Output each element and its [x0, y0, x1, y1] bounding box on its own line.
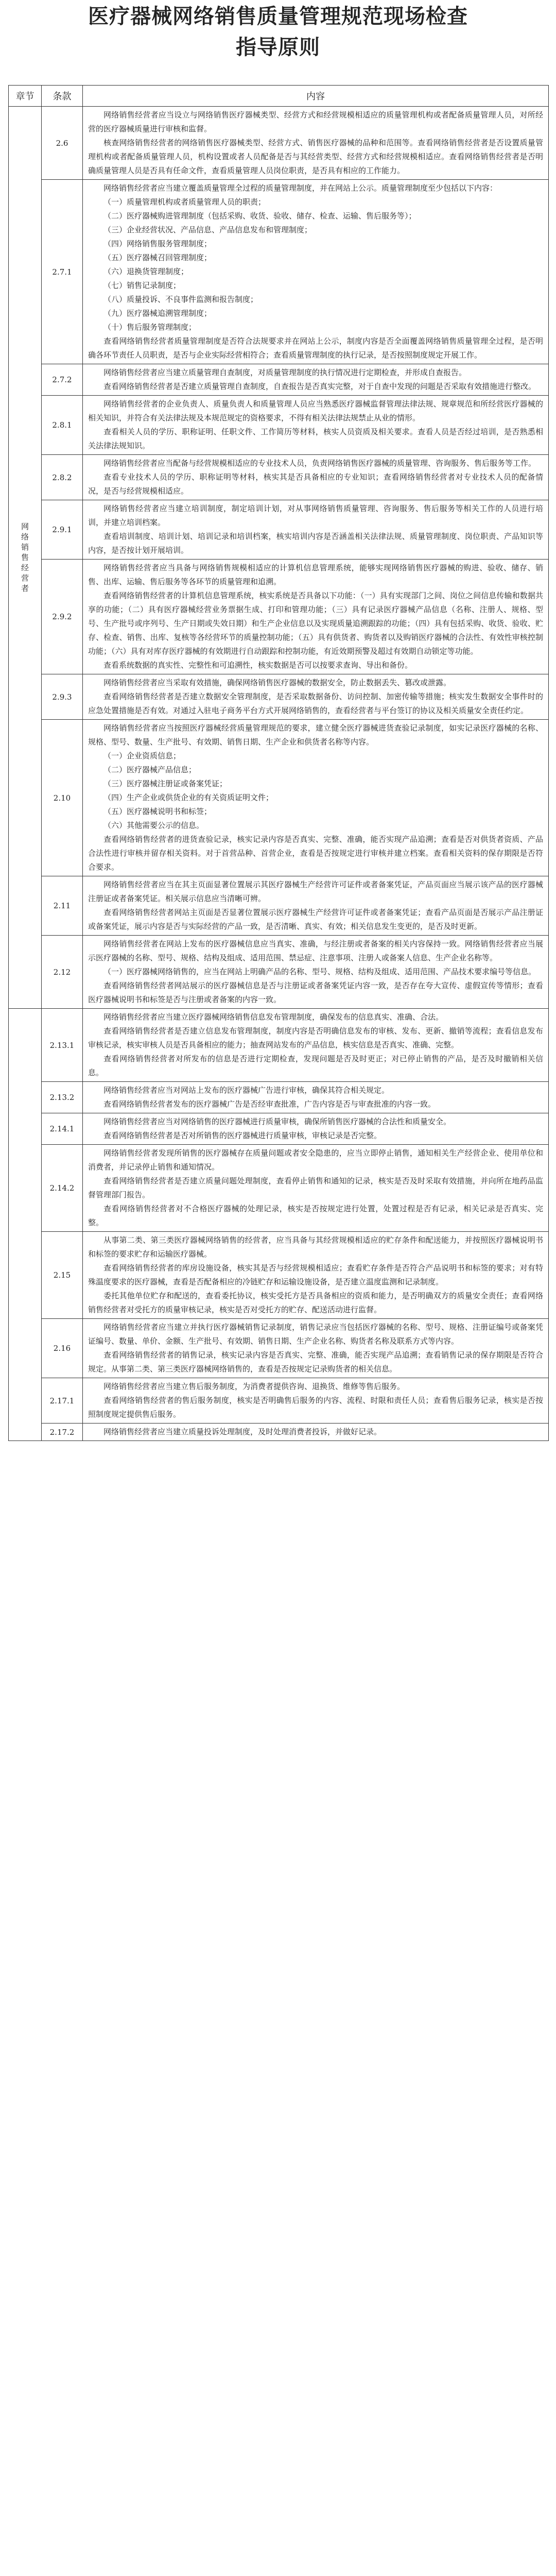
content-paragraph: 查看相关人员的学历、职称证明、任职文件、工作简历等材料，核实人员资质及相关要求。查看人员是否经过培训，是否熟悉相关法律法规知识。 [88, 427, 543, 450]
content-paragraph: 网络销售经营者应当建立并执行医疗器械销售记录制度，销售记录应当包括医疗器械的名称、型号、规格、注册证编号或备案凭证编号、数量、单价、金额、生产批号、有效期、销售日期、生产企业名称、购货者名称及联系方式等内容。 [88, 1323, 543, 1346]
content-paragraph: （九）医疗器械追溯管理制度； [103, 309, 212, 318]
content-paragraph: 网络销售经营者应当采取有效措施，确保网络销售医疗器械的数据安全，防止数据丢失、篡改或泄露。 [103, 678, 451, 687]
content-paragraph: 网络销售经营者应当在其主页面显著位置展示其医疗器械生产经营许可证件或者备案凭证，产品页面应当展示该产品的医疗器械注册证或者备案凭证。相关展示信息应当清晰可辨。 [88, 880, 543, 903]
table-row [9, 1319, 549, 1378]
table-row [9, 936, 549, 1009]
content-paragraph: 网络销售经营者应当建立医疗器械网络销售信息发布管理制度，确保发布的信息真实、准确、合法。 [103, 1012, 444, 1022]
content-cell [83, 936, 549, 1009]
content-cell [83, 1423, 549, 1441]
content-paragraph: （三）企业经营状况、产品信息、产品信息发布和管理制度； [103, 225, 312, 234]
page-title [0, 0, 556, 63]
table-row [9, 1423, 549, 1441]
article-number: 2.12 [42, 936, 83, 1009]
content-paragraph: （五）医疗器械召回管理制度； [103, 253, 212, 262]
content-paragraph: （八）质量投诉、不良事件监测和报告制度； [103, 295, 258, 304]
content-paragraph: 查看网络销售经营者发布的医疗器械广告是否经审查批准，广告内容是否与审查批准的内容一致。 [103, 1099, 436, 1109]
table-header-row [9, 86, 549, 107]
header-article: 条款 [42, 86, 83, 107]
content-paragraph: 网络销售经营者应当建立售后服务制度，为消费者提供咨询、退换货、维修等售后服务。 [103, 1382, 405, 1391]
chapter-cell [9, 107, 42, 1009]
article-number: 2.11 [42, 876, 83, 936]
inspection-table [8, 85, 549, 1441]
content-paragraph: 网络销售经营者应当设立与网络销售医疗器械类型、经营方式和经营规模相适应的质量管理机构或者配备质量管理人员，对所经营的医疗器械质量进行审核和监督。 [88, 110, 543, 133]
article-number: 2.9.1 [42, 500, 83, 560]
content-paragraph: 网络销售经营者的企业负责人、质量负责人和质量管理人员应当熟悉医疗器械监督管理法律法规、规章规范和所经营医疗器械的相关知识，并符合有关法律法规及本规范规定的资格要求，不得有相关法律法规禁止从业的情形。 [88, 399, 543, 422]
content-paragraph: 查看网络销售经营者是否对所销售的医疗器械进行质量审核，审核记录是否完整。 [103, 1131, 382, 1140]
table-row [9, 1082, 549, 1113]
content-paragraph: （三）医疗器械注册证或备案凭证； [103, 779, 228, 788]
content-cell [83, 107, 549, 180]
article-number: 2.8.1 [42, 396, 83, 455]
content-paragraph: 查看专业技术人员的学历、职称证明等材料，核实其是否具备相应的专业知识；查看网络销售经营者对专业技术人员的配备情况，是否与经营规模相适应。 [88, 472, 543, 496]
article-number: 2.16 [42, 1319, 83, 1378]
content-paragraph: （一）医疗器械网络销售的，应当在网站上明确产品的名称、型号、规格、结构及组成、适用范围、产品技术要求编号等信息。 [103, 967, 536, 976]
content-cell [83, 500, 549, 560]
content-cell [83, 1145, 549, 1232]
content-paragraph: 查看网络销售经营者网站展示的医疗器械信息是否与注册证或者备案凭证内容一致，是否存在夸大宣传、虚假宣传等情形；查看医疗器械说明书和标签是否与注册或者备案的内容一致。 [88, 981, 543, 1004]
table-row [9, 876, 549, 936]
content-cell [83, 876, 549, 936]
page-title-line-1: 医疗器械网络销售质量管理规范现场检查 [88, 4, 468, 28]
content-cell [83, 1378, 549, 1423]
article-number: 2.8.2 [42, 455, 83, 500]
content-paragraph: 网络销售经营者应当对网站上发布的医疗器械广告进行审核，确保其符合相关规定。 [103, 1086, 390, 1095]
content-cell [83, 1009, 549, 1082]
chapter-label: 网络销售经营者 [21, 521, 29, 593]
table-row [9, 1378, 549, 1423]
content-cell [83, 720, 549, 876]
table-row [9, 1232, 549, 1319]
table-row [9, 396, 549, 455]
content-paragraph: 委托其他单位贮存和配送的，查看委托协议，核实受托方是否具备相应的资质和能力，是否明确双方的质量安全责任；查看网络销售经营者对受托方的质量审核记录，核实是否对受托方的贮存、配送活动进行监督。 [88, 1291, 543, 1314]
content-paragraph: （七）销售记录制度； [103, 281, 181, 290]
table-body [9, 107, 549, 1441]
content-paragraph: （二）医疗器械产品信息； [103, 765, 197, 774]
content-paragraph: 查看网络销售经营者是否建立信息发布管理制度，制度内容是否明确信息发布的审核、发布、更新、撤销等流程；查看信息发布审核记录，核实审核人员是否具备相应的能力；抽查网站发布的产品信息，核实信息是否真实、准确、完整。 [88, 1026, 543, 1049]
article-number: 2.13.1 [42, 1009, 83, 1082]
content-paragraph: 网络销售经营者发现所销售的医疗器械存在质量问题或者安全隐患的，应当立即停止销售，通知相关生产经营企业、使用单位和消费者，并记录停止销售和通知情况。 [88, 1148, 543, 1172]
content-cell [83, 1113, 549, 1145]
content-paragraph: 网络销售经营者应当具备与网络销售规模相适应的计算机信息管理系统，能够实现网络销售医疗器械的购进、验收、储存、销售、出库、运输、售后服务等各环节的质量管理和追溯。 [88, 563, 543, 586]
article-number: 2.9.3 [42, 674, 83, 720]
content-paragraph: 网络销售经营者应当建立培训制度，制定培训计划，对从事网络销售质量管理、咨询服务、售后服务等相关工作的人员进行培训，并建立培训档案。 [88, 504, 543, 527]
table-row [9, 1145, 549, 1232]
content-cell [83, 1082, 549, 1113]
content-paragraph: （五）医疗器械说明书和标签； [103, 807, 212, 816]
content-paragraph: 核查网络销售经营者的网络销售医疗器械类型、经营方式、销售医疗器械的品种和范围等。查看网络销售经营者是否设置质量管理机构或者配备质量管理人员，机构设置或者人员配备是否与其经营类型、经营方式和经营规模相适应。查看网络销售经营者是否明确质量管理人员是否具有任命文件，查看质量管理人员岗位职责，是否具有相应的工作能力。 [88, 138, 543, 175]
table-row [9, 364, 549, 396]
article-number: 2.9.2 [42, 560, 83, 674]
content-paragraph: （六）其他需要公示的信息。 [103, 821, 204, 830]
article-number: 2.7.1 [42, 180, 83, 364]
content-paragraph: 查看网络销售经营者的库房设施设备，核实其是否与经营规模相适应；查看贮存条件是否符合产品说明书和标签的要求；对有特殊温度要求的医疗器械，查看是否配备相应的冷链贮存和运输设施设备，是否建立温度监测和记录制度。 [88, 1263, 543, 1286]
page-title-line-2: 指导原则 [236, 35, 320, 59]
content-paragraph: 从事第二类、第三类医疗器械网络销售的经营者，应当具备与其经营规模相适应的贮存条件和配送能力，并按照医疗器械说明书和标签的要求贮存和运输医疗器械。 [88, 1235, 543, 1259]
content-paragraph: 网络销售经营者应当对网络销售的医疗器械进行质量审核，确保所销售医疗器械的合法性和质量安全。 [103, 1117, 451, 1126]
table-row [9, 674, 549, 720]
article-number: 2.10 [42, 720, 83, 876]
article-number: 2.13.2 [42, 1082, 83, 1113]
article-number: 2.14.2 [42, 1145, 83, 1232]
content-paragraph: （一）企业资质信息； [103, 751, 181, 760]
article-number: 2.7.2 [42, 364, 83, 396]
content-paragraph: 网络销售经营者在网站上发布的医疗器械信息应当真实、准确，与经注册或者备案的相关内容保持一致。网络销售经营者应当展示医疗器械的名称、型号、规格、结构及组成、适用范围、禁忌症、注意事项、注册人或备案人信息、生产企业名称等。 [88, 939, 543, 962]
header-chapter: 章节 [9, 86, 42, 107]
table-row [9, 107, 549, 180]
content-paragraph: 网络销售经营者应当建立覆盖质量管理全过程的质量管理制度，并在网站上公示。质量管理制度至少包括以下内容： [103, 183, 498, 193]
article-number: 2.17.2 [42, 1423, 83, 1441]
table-row [9, 180, 549, 364]
content-paragraph: （一）质量管理机构或者质量管理人员的职责； [103, 197, 266, 207]
content-paragraph: 查看系统数据的真实性、完整性和可追溯性，核实数据是否可以按要求查询、导出和备份。 [103, 660, 413, 670]
content-paragraph: 查看网络销售经营者质量管理制度是否符合法规要求并在网站上公示，制度内容是否全面覆盖网络销售质量管理全过程，是否明确各环节责任人员职责，是否与企业实际经营相符合；查看质量管理制度的执行记录，是否按照制度规定开展工作。 [88, 336, 543, 360]
content-paragraph: 网络销售经营者应当按照医疗器械经营质量管理规范的要求，建立健全医疗器械进货查验记录制度，如实记录医疗器械的名称、规格、型号、数量、生产批号、有效期、销售日期、生产企业和供货者名称等内容。 [88, 723, 543, 747]
content-cell [83, 560, 549, 674]
content-cell [83, 364, 549, 396]
content-paragraph: 网络销售经营者应当配备与经营规模相适应的专业技术人员，负责网络销售医疗器械的质量管理、咨询服务、售后服务等工作。 [103, 459, 536, 468]
content-cell [83, 396, 549, 455]
content-paragraph: （四）网络销售服务管理制度； [103, 239, 212, 248]
table-row [9, 1009, 549, 1082]
content-paragraph: （四）生产企业或供货企业的有关资质证明文件； [103, 793, 274, 802]
content-paragraph: 查看网络销售经营者的售后服务制度，核实是否明确售后服务的内容、流程、时限和责任人员；查看售后服务记录，核实是否按照制度规定提供售后服务。 [88, 1396, 543, 1419]
content-paragraph: （十）售后服务管理制度； [103, 323, 197, 332]
content-paragraph: 查看网络销售经营者是否建立数据安全管理制度，是否采取数据备份、访问控制、加密传输等措施；核实发生数据安全事件时的应急处置措施是否有效。对通过入驻电子商务平台方式开展网络销售的，查看经营者与平台签订的协议及相关质量安全责任约定。 [88, 692, 543, 715]
table-row [9, 1113, 549, 1145]
content-paragraph: 网络销售经营者应当建立质量投诉处理制度，及时处理消费者投诉，并做好记录。 [103, 1427, 382, 1436]
content-paragraph: 查看网络销售经营者的进货查验记录，核实记录内容是否真实、完整、准确，能否实现产品追溯；查看是否对供货者资质、产品合法性进行审核并留存相关资料。对于首营品种、首营企业，查看是否按规定进行审核并建立档案。查看相关资料的保存期限是否符合要求。 [88, 835, 543, 872]
content-paragraph: 查看网络销售经营者是否建立质量问题处理制度，查看停止销售和通知的记录，核实是否及时采取有效措施，并向所在地药品监督管理部门报告。 [88, 1176, 543, 1199]
content-paragraph: 查看培训制度、培训计划、培训记录和培训档案，核实培训内容是否涵盖相关法律法规、质量管理制度、岗位职责、产品知识等内容，是否按计划开展培训。 [88, 532, 543, 555]
content-cell [83, 1232, 549, 1319]
content-cell [83, 1319, 549, 1378]
content-paragraph: 查看网络销售经营者的销售记录，核实记录内容是否真实、完整、准确，能否实现产品追溯；查看销售记录的保存期限是否符合规定。从事第二类、第三类医疗器械网络销售的，查看是否按规定记录购货者的相关信息。 [88, 1350, 543, 1374]
chapter-cell [9, 1009, 42, 1441]
content-cell [83, 455, 549, 500]
content-paragraph: 网络销售经营者应当建立质量管理自查制度，对质量管理制度的执行情况进行定期检查，并形成自查报告。 [103, 368, 467, 377]
content-paragraph: 查看网络销售经营者对不合格医疗器械的处理记录，核实是否按规定进行处置，处置过程是否有记录，相关记录是否真实、完整。 [88, 1204, 543, 1227]
content-paragraph: 查看网络销售经营者的计算机信息管理系统，核实系统是否具备以下功能：（一）具有实现部门之间、岗位之间信息传输和数据共享的功能；（二）具有医疗器械经营业务票据生成、打印和管理功能；（三）具有记录医疗器械产品信息（名称、注册人、规格、型号、生产批号或序列号、生产日期或失效日期）和生产企业信息以及实现质量追溯跟踪的功能；（四）具有包括采购、收货、验收、贮存、检查、销售、出库、复核等各经营环节的质量控制功能；（五）具有供货者、购货者以及购销医疗器械的合法性、有效性审核控制功能；（六）具有对库存医疗器械的有效期进行自动跟踪和控制功能，有近效期预警及超过有效期自动锁定等功能。 [88, 591, 543, 656]
header-content: 内容 [83, 86, 549, 107]
content-paragraph: （二）医疗器械购进管理制度（包括采购、收货、验收、储存、检查、运输、售后服务等）； [103, 211, 416, 221]
table-row [9, 500, 549, 560]
content-paragraph: 查看网络销售经营者网站主页面是否显著位置展示医疗器械生产经营许可证件或者备案凭证；查看产品页面是否展示产品注册证或备案凭证，展示内容是否与实际经营的产品一致，是否清晰、真实、有效；相关信息发生变更的，是否及时更新。 [88, 908, 543, 931]
table-row [9, 455, 549, 500]
content-cell [83, 180, 549, 364]
article-number: 2.6 [42, 107, 83, 180]
article-number: 2.17.1 [42, 1378, 83, 1423]
content-paragraph: 查看网络销售经营者对所发布的信息是否进行定期检查，发现问题是否及时更正；对已停止销售的产品，是否及时撤销相关信息。 [88, 1054, 543, 1077]
table-row [9, 560, 549, 674]
content-paragraph: （六）退换货管理制度； [103, 267, 189, 276]
content-cell [83, 674, 549, 720]
content-paragraph: 查看网络销售经营者是否建立质量管理自查制度，自查报告是否真实完整，对于自查中发现的问题是否采取有效措施进行整改。 [103, 382, 536, 391]
article-number: 2.14.1 [42, 1113, 83, 1145]
table-row [9, 720, 549, 876]
article-number: 2.15 [42, 1232, 83, 1319]
